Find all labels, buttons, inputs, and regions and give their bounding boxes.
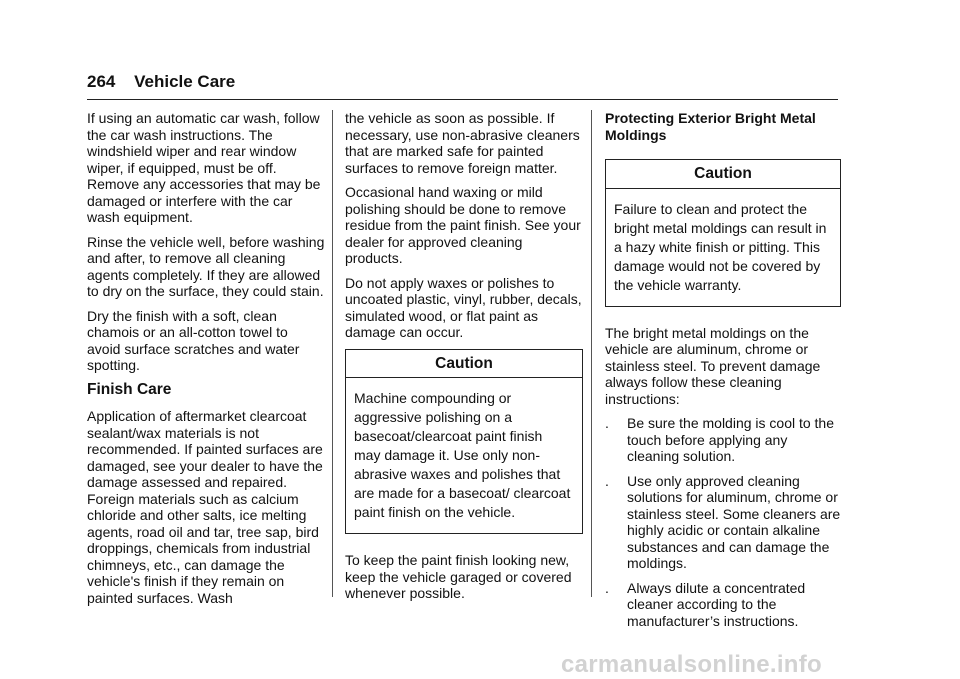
column-1 — [87, 110, 325, 614]
paragraph: Do not apply waxes or polishes to uncoated plastic, vinyl, rubber, decals, simulated wood, or flat paint as damage can occur. — [345, 274, 582, 340]
caution-text: Machine compounding or aggressive polishing on a basecoat/clearcoat paint finish may damage it. Use only non-abrasive waxes and polishes that are made for a basecoat/ clearcoat paint finish on the vehicle. — [354, 390, 571, 520]
paragraph: Rinse the vehicle well, before washing and after, to remove all cleaning agents completely. If they are allowed to dry on the surface, they could stain. — [87, 233, 325, 299]
column-divider — [332, 110, 333, 597]
instruction-list — [605, 415, 841, 629]
caution-title: Caution — [606, 160, 840, 189]
caution-box — [605, 159, 841, 307]
column-3 — [605, 110, 841, 637]
list-item: . Use only approved cleaning solutions for aluminum, chrome or stainless steel. Some cleaners are highly acidic or contain alkaline substances and can damage the moldings. — [605, 472, 841, 571]
paragraph: Application of aftermarket clearcoat sealant/wax materials is not recommended. If painted surfaces are damaged, see your dealer to have the damage assessed and repaired. Foreign materials such as calcium chloride and other salts, ice melting agents, road oil and tar, tree sap, bird droppings, chemicals from industrial chimneys, etc., can damage the vehicle's finish if they remain on painted surfaces. Wash — [87, 408, 323, 606]
paragraph: the vehicle as soon as possible. If necessary, use non-abrasive cleaners that are marked safe for painted surfaces to remove foreign matter. — [345, 110, 580, 176]
watermark: carmanualsonline.info — [561, 651, 823, 678]
paragraph: The bright metal moldings on the vehicle are aluminum, chrome or stainless steel. To prevent damage always follow these cleaning instructions: — [605, 324, 821, 407]
column-2 — [345, 110, 583, 610]
column-divider — [591, 110, 592, 597]
section-heading-finish-care: Finish Care — [87, 380, 172, 398]
paragraph: Dry the finish with a soft, clean chamois or an all-cotton towel to avoid surface scratches and water spotting. — [87, 307, 300, 373]
page-header — [87, 72, 235, 92]
header-rule — [87, 99, 838, 100]
section-heading-bright-metal: Protecting Exterior Bright Metal Moldings — [605, 110, 816, 143]
caution-title: Caution — [346, 350, 582, 379]
list-item: . Always dilute a concentrated cleaner according to the manufacturer’s instructions. — [605, 579, 806, 629]
bullet-icon: . — [605, 415, 609, 431]
caution-text: Failure to clean and protect the bright metal moldings can result in a hazy white finish or pitting. This damage would not be covered by the vehicle warranty. — [614, 200, 827, 293]
bullet-icon: . — [605, 579, 609, 596]
paragraph: If using an automatic car wash, follow the car wash instructions. The windshield wiper and rear window wiper, if equipped, must be off. Remove any accessories that may be damaged or interfere with the car wash equipment. — [87, 110, 321, 225]
paragraph: Occasional hand waxing or mild polishing should be done to remove residue from the paint finish. See your dealer for approved cleaning products. — [345, 184, 581, 266]
paragraph: To keep the paint finish looking new, keep the vehicle garaged or covered whenever possible. — [345, 552, 572, 601]
page-number: 264 — [87, 72, 116, 91]
caution-box — [345, 349, 583, 535]
bullet-icon: . — [605, 472, 609, 489]
page-title: Vehicle Care — [134, 72, 236, 91]
list-item: . Be sure the molding is cool to the touch before applying any cleaning solution. — [605, 415, 835, 464]
